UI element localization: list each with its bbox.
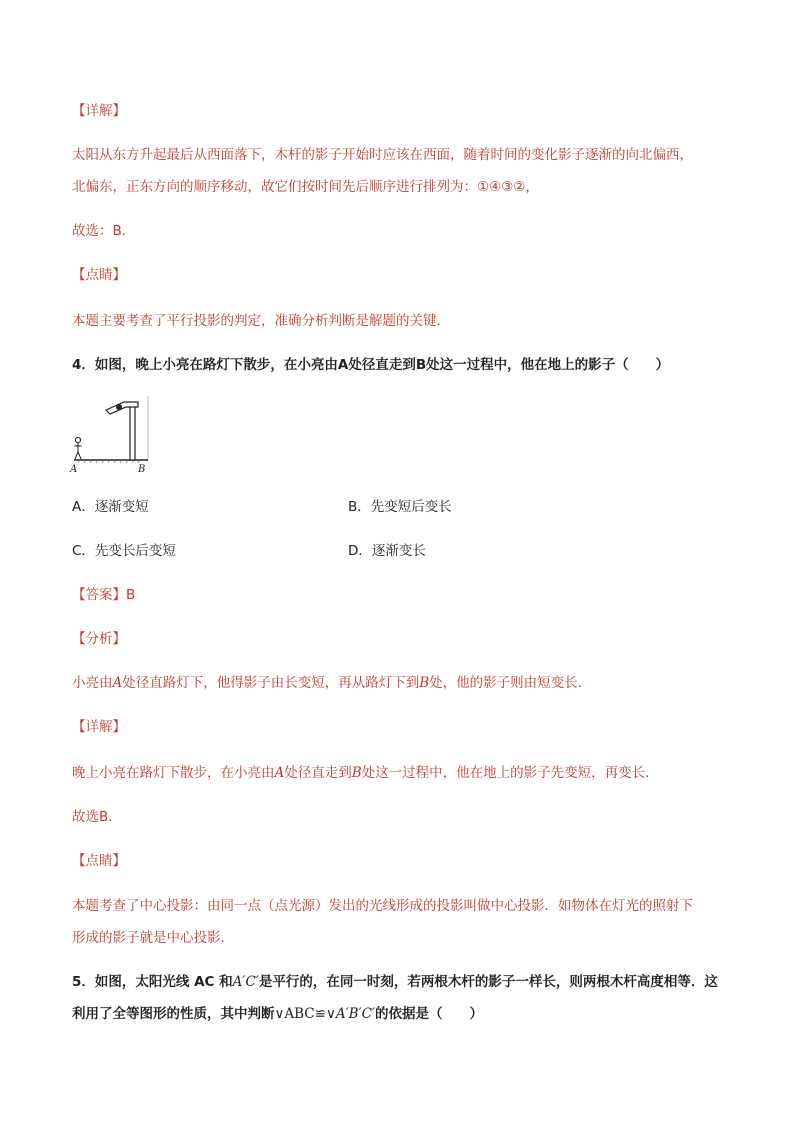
q4-option-c: C．先变长后变短 xyxy=(72,543,176,559)
q5-text-part: 是平行的，在同一时刻，若两根木杆的影子一样长，则两根木杆高度相等．这 xyxy=(258,974,718,990)
analysis-point-b: B xyxy=(419,675,430,691)
choose-1: 故选：B． xyxy=(72,223,136,239)
analysis-text-part: 处径直路灯下，他得影子由长变短，再从路灯下到 xyxy=(122,675,420,691)
detail-text-1b: 北偏东，正东方向的顺序移动，故它们按时间先后顺序进行排列为：①④③②， xyxy=(72,179,539,195)
analysis-text-part: 处，他的影子则由短变长. xyxy=(429,675,582,691)
q4-answer xyxy=(72,586,135,604)
q5-stem-line-1 xyxy=(72,973,718,991)
detail-point-b: B xyxy=(351,765,362,781)
person-figure xyxy=(75,437,82,459)
q5-text-part: 的依据是（ ） xyxy=(375,1006,484,1022)
detail-point-a: A xyxy=(274,765,285,781)
q4-option-a: A．逐渐变短 xyxy=(72,499,149,515)
analysis-text-part: 小亮由 xyxy=(72,675,113,691)
q4-detail-label: 【详解】 xyxy=(72,719,126,735)
lamp-bulb xyxy=(116,404,122,410)
q5-math-ac-prime: A′C′ xyxy=(232,974,259,990)
q5-math-congruence: ∨ABC≌∨ xyxy=(274,1006,336,1022)
detail-label-1: 【详解】 xyxy=(72,103,126,119)
q5-text-part: 5．如图，太阳光线 AC 和 xyxy=(72,974,233,990)
q4-analysis-text xyxy=(72,674,582,692)
q5-stem-line-2 xyxy=(72,1005,483,1023)
q4-comment-text-a: 本题考查了中心投影：由同一点（点光源）发出的光线形成的投影叫做中心投影．如物体在灯光的照射下 xyxy=(72,898,693,914)
detail-text-part: 处这一过程中，他在地上的影子先变短，再变长. xyxy=(361,765,650,781)
point-a-label: A xyxy=(70,464,78,474)
analysis-point-a: A xyxy=(112,675,123,691)
answer-value: B xyxy=(126,587,136,603)
lamp-pole xyxy=(130,406,135,460)
q5-math-abc-prime: A′B′C′ xyxy=(335,1006,376,1022)
q5-text-part: 利用了全等图形的性质，其中判断 xyxy=(72,1006,275,1022)
comment-text-1: 本题主要考查了平行投影的判定，准确分析判断是解题的关键． xyxy=(72,313,450,329)
point-b-label: B xyxy=(138,464,146,474)
answer-label: 【答案】 xyxy=(72,587,126,603)
q4-option-d: D．逐渐变长 xyxy=(348,543,426,559)
detail-text-1a: 太阳从东方升起最后从西面落下，木杆的影子开始时应该在西面，随着时间的变化影子逐渐的向北偏西， xyxy=(72,147,693,163)
detail-text-part: 晚上小亮在路灯下散步，在小亮由 xyxy=(72,765,275,781)
detail-text-part: 处径直走到 xyxy=(284,765,352,781)
q4-detail-text xyxy=(72,764,649,782)
q4-option-b: B．先变短后变长 xyxy=(348,499,452,515)
q4-stem: 4．如图，晚上小亮在路灯下散步，在小亮由A处径直走到B处这一过程中，他在地上的影子（ ） xyxy=(72,357,670,373)
q4-analysis-label: 【分析】 xyxy=(72,631,126,647)
q4-comment-label: 【点睛】 xyxy=(72,853,126,869)
q4-comment-text-b: 形成的影子就是中心投影. xyxy=(72,930,225,946)
comment-label-1: 【点睛】 xyxy=(72,267,126,283)
q4-choose: 故选B． xyxy=(72,809,122,825)
q4-figure-streetlamp xyxy=(66,392,156,474)
